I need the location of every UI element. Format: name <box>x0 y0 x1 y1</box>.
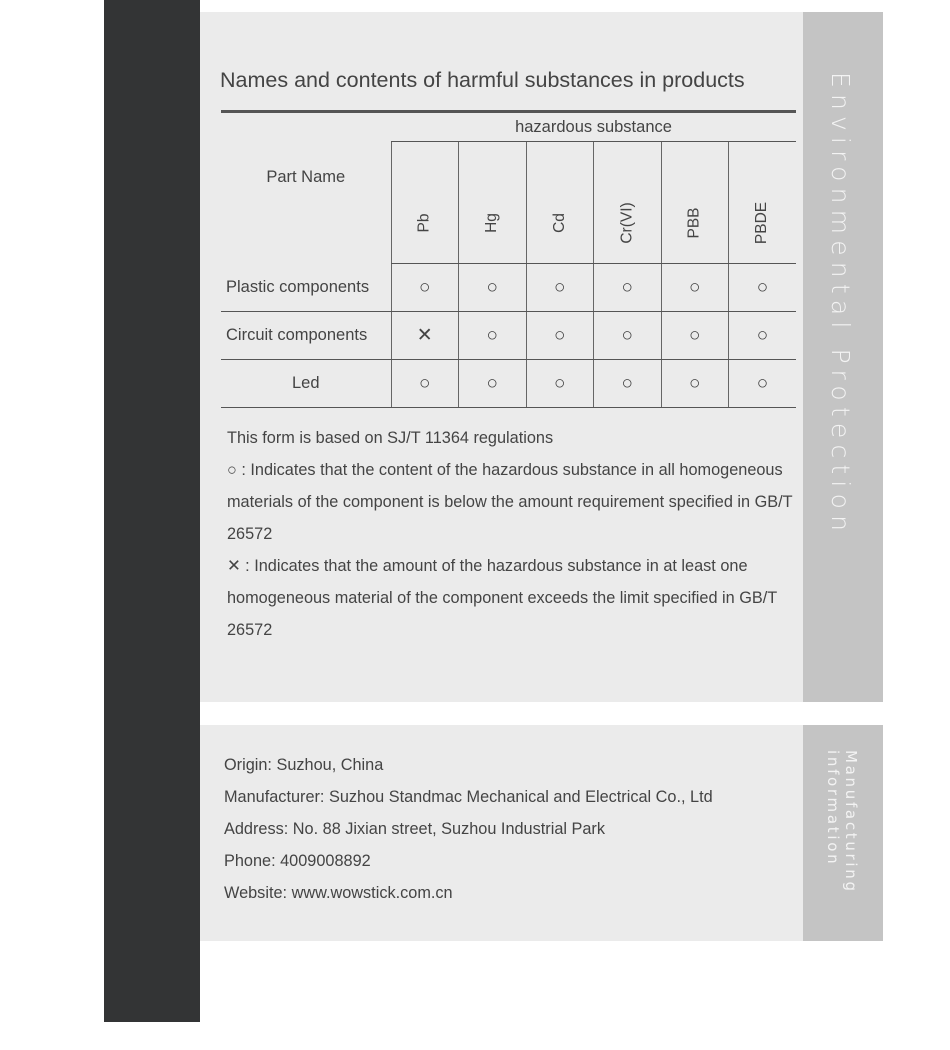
part-name-cell: Plastic components <box>221 264 391 312</box>
mark-cell: ○ <box>661 360 729 408</box>
circle-symbol-note: ○ : Indicates that the content of the hazardous substance in all homogeneous materials of the component is below the amount requirement specified in GB/T 26572 <box>227 461 793 543</box>
manufacturing-tab-line: information <box>824 750 842 867</box>
mark-cell: ○ <box>391 264 459 312</box>
substance-label: Pb <box>415 213 433 233</box>
mark-cell: ○ <box>729 360 797 408</box>
manufacturing-side-tab <box>803 725 883 941</box>
table-notes <box>227 422 797 646</box>
part-name-cell: Led <box>221 360 391 408</box>
origin-line: Origin: Suzhou, China <box>224 756 384 774</box>
mark-cell: ○ <box>459 360 527 408</box>
substance-header-cd <box>526 142 594 264</box>
part-name-header: Part Name <box>266 168 346 186</box>
table-row <box>221 360 796 408</box>
hazardous-substance-header: hazardous substance <box>391 112 796 142</box>
mark-cell: ○ <box>459 264 527 312</box>
substance-label: PBB <box>685 207 703 239</box>
substance-label: Cr(VI) <box>618 202 636 244</box>
substance-label: Cd <box>550 213 568 233</box>
website-link: Website: www.wowstick.com.cn <box>224 884 453 902</box>
cross-symbol-note: ✕ : Indicates that the amount of the hazardous substance in at least one homogeneous material of the component exceeds the limit specified in GB/T 26572 <box>227 557 777 639</box>
substance-header-cr-vi <box>594 142 662 264</box>
mark-cell: ○ <box>459 312 527 360</box>
mark-cell: ✕ <box>391 312 459 360</box>
address-line: Address: No. 88 Jixian street, Suzhou Industrial Park <box>224 820 605 838</box>
substance-header-pbb <box>661 142 729 264</box>
substance-header-hg <box>459 142 527 264</box>
environmental-side-tab <box>803 12 883 702</box>
manufacturer-line: Manufacturer: Suzhou Standmac Mechanical and Electrical Co., Ltd <box>224 788 713 806</box>
mark-cell: ○ <box>661 264 729 312</box>
substance-header-pb <box>391 142 459 264</box>
mark-cell: ○ <box>391 360 459 408</box>
table-title: Names and contents of harmful substances in products <box>220 68 745 92</box>
mark-cell: ○ <box>526 360 594 408</box>
mark-cell: ○ <box>729 264 797 312</box>
regulation-basis-note: This form is based on SJ/T 11364 regulations <box>227 429 554 447</box>
dark-sidebar-band <box>104 0 200 1022</box>
table-row <box>221 312 796 360</box>
manufacturer-info <box>224 749 799 909</box>
part-name-cell: Circuit components <box>221 312 391 360</box>
mark-cell: ○ <box>729 312 797 360</box>
mark-cell: ○ <box>594 312 662 360</box>
manufacturing-tab-line: Manufacturing <box>842 750 860 894</box>
substance-label: Hg <box>483 213 501 233</box>
mark-cell: ○ <box>594 360 662 408</box>
mark-cell: ○ <box>594 264 662 312</box>
mark-cell: ○ <box>661 312 729 360</box>
manufacturing-tab-label <box>824 750 860 894</box>
mark-cell: ○ <box>526 264 594 312</box>
substance-header-pbde <box>729 142 797 264</box>
phone-line: Phone: 4009008892 <box>224 852 371 870</box>
hazardous-substance-table <box>221 110 796 408</box>
substance-label: PBDE <box>753 201 771 245</box>
mark-cell: ○ <box>526 312 594 360</box>
table-row <box>221 264 796 312</box>
environmental-tab-label: Environmental Protection <box>826 72 855 538</box>
